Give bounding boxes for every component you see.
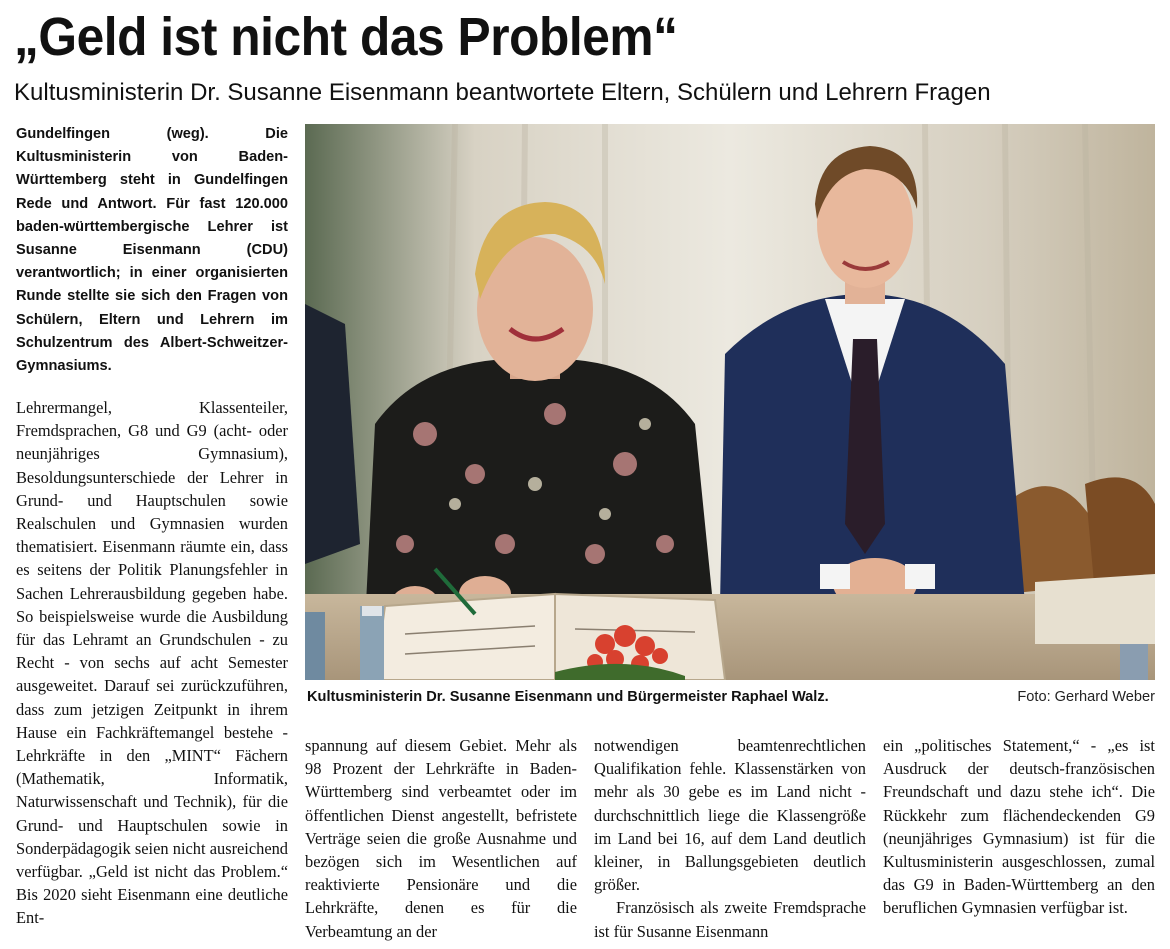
photo-caption-bar — [305, 684, 1155, 710]
column-4-text: ein „politisches Statement,“ - „es ist Ausdruck der deutsch-französischen Freundschaft und dazu stehe ich“. Die Rückkehr zum flächendeckenden G9 (neunjähriges Gymnasium) ist für die Kultusministerin ausgeschlossen, zumal das G9 in Baden-Württemberg an den beruflichen Gymnasien verfügbar ist. — [883, 736, 1155, 918]
article-column-1 — [16, 396, 288, 930]
article-column-3 — [594, 734, 866, 943]
photo-image — [305, 124, 1155, 680]
column-3-text: notwendigen beamtenrechtlichen Qualifikation fehle. Klassenstärken von mehr als 30 gebe es im Land nicht - durchschnittlich liege die Klassengröße im Land bei 16, auf dem Land deutlich kleiner, in Ballungsgebieten deutlich größer. — [594, 736, 866, 895]
headline: „Geld ist nicht das Problem“ — [14, 7, 678, 67]
column-3-text-2: Französisch als zweite Fremdsprache ist für Susanne Eisenmann — [594, 898, 866, 941]
photo-caption: Kultusministerin Dr. Susanne Eisenmann und Bürgermeister Raphael Walz. — [307, 689, 829, 705]
photo-credit: Foto: Gerhard Weber — [1017, 689, 1155, 705]
column-2-text: spannung auf diesem Gebiet. Mehr als 98 Prozent der Lehrkräfte in Baden-Württemberg sind verbeamtet oder im öffentlichen Dienst angestellt, befristete Verträge seien die große Ausnahme und bezögen sich im Wesentlichen auf reaktivierte Pensionäre und die Lehrkräfte, denen es für die Verbeamtung an der — [305, 736, 577, 941]
article-column-4 — [883, 734, 1155, 920]
article-photo — [305, 124, 1155, 680]
article-column-2 — [305, 734, 577, 943]
subheadline: Kultusministerin Dr. Susanne Eisenmann beantwortete Eltern, Schülern und Lehrern Fragen — [14, 79, 991, 106]
column-1-text: Lehrermangel, Klassenteiler, Fremdsprachen, G8 und G9 (acht- oder neunjähriges Gymnasium), Besoldungsunterschiede der Lehrer in Grund- und Hauptschulen sowie Realschulen und Gymnasien wurden thematisiert. Eisenmann räumte ein, dass es seitens der Politik Planungsfehler in Sachen Lehrerausbildung gegeben habe. So beispielsweise wurde die Ausbildung für das Lehramt an Grundschulen - zu Recht - von sechs auf acht Semester ausgeweitet. Darauf sei zurückzuführen, dass zum jetzigen Zeitpunkt in ihrem Hause ein Fachkräftemangel bestehe - Lehrkräfte in den „MINT“ Fächern (Mathematik, Informatik, Naturwissenschaft und Technik), für die Grund- und Hauptschulen sowie in Sonderpädagogik seien nicht ausreichend verfügbar. „Geld ist nicht das Problem.“ Bis 2020 sieht Eisenmann eine deutliche Ent- — [16, 398, 288, 928]
lead-paragraph: Gundelfingen (weg). Die Kultusministerin von Baden-Württemberg steht in Gundelfingen Rede und Antwort. Für fast 120.000 baden-württembergische Lehrer ist Susanne Eisenmann (CDU) verantwortlich; in einer organisierten Runde stellte sie sich den Fragen von Schülern, Eltern und Lehrern im Schulzentrum des Albert-Schweitzer-Gymnasiums. — [16, 126, 288, 375]
